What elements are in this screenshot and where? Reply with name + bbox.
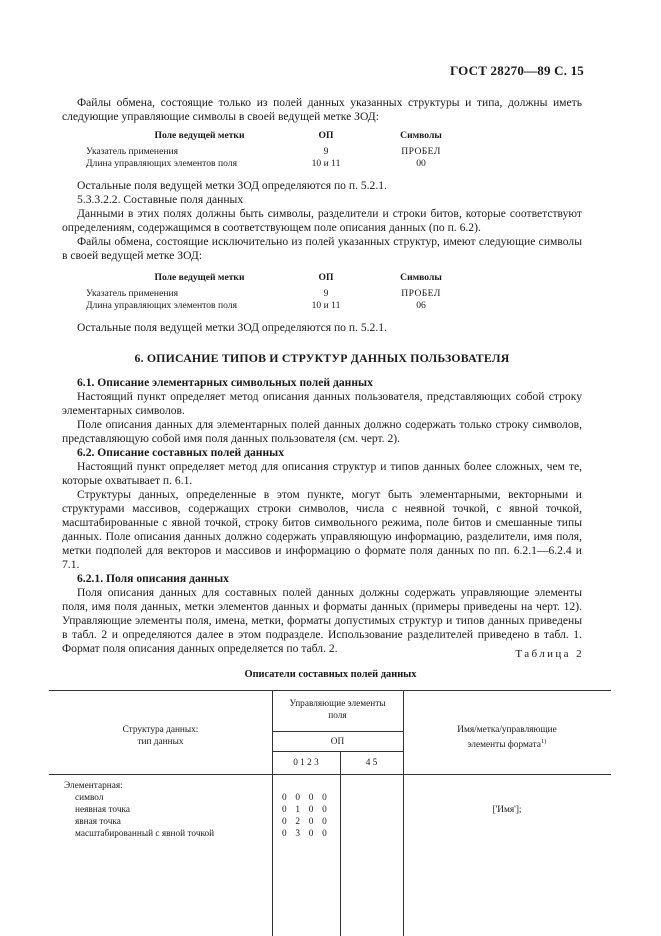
group-label: Элементарная: — [64, 781, 123, 791]
table-cell: Длина управляющих элементов поля — [86, 300, 237, 311]
data-type: неявная точка — [75, 805, 130, 815]
descriptors-table — [49, 690, 611, 936]
leader-table-row — [86, 288, 506, 300]
header-line: Имя/метка/управляющие — [457, 725, 557, 735]
page-header: ГОСТ 28270—89 С. 15 — [450, 63, 584, 78]
paragraph: Поле описания данных для элементарных полей данных должно содержать только строку символов, представляющую собой имя поля данных пользователя (см. черт. 2). — [62, 418, 582, 445]
section-title: 6. ОПИСАНИЕ ТИПОВ И СТРУКТУР ДАННЫХ ПОЛЬЗОВАТЕЛЯ — [134, 351, 510, 365]
subsection-title: 6.2.1. Поля описания данных — [77, 572, 229, 585]
subsection-title: 6.1. Описание элементарных символьных полей данных — [77, 376, 373, 389]
paragraph: Файлы обмена, состоящие только из полей данных указанных структуры и типа, должны иметь следующие управляющие символы в своей ведущей метке ЗОД: — [62, 96, 582, 123]
table-cell: 9 — [323, 146, 329, 157]
column-header: Поле ведущей метки — [154, 130, 245, 141]
column-header — [272, 698, 403, 722]
table-cell: 00 — [416, 158, 426, 169]
table-rule — [340, 751, 341, 936]
header-line: поля — [328, 711, 347, 721]
field-control-code: 0 1 0 0 — [282, 805, 330, 815]
header-line: Управляющие элементы — [289, 699, 386, 709]
header-line: Структура данных: — [122, 725, 199, 735]
column-header: ОП — [318, 130, 334, 141]
table-cell: 9 — [323, 288, 329, 299]
footnote-mark: 1) — [540, 738, 547, 745]
table-cell: Длина управляющих элементов поля — [86, 158, 237, 169]
leader-table-2 — [86, 272, 506, 312]
column-header — [49, 724, 272, 748]
data-type: масштабированный с явной точкой — [75, 829, 215, 839]
column-header: Символы — [400, 130, 442, 141]
paragraph: Структуры данных, определенные в этом пункте, могут быть элементарными, векторными и структурами массивов, содержащих строки символов, числа с неявной точкой, с явной точкой, масштабированные с явной точкой, строку битов символьного режима, поле битов и смешанные типы данных. Поле описания данных должно содержать управляющую информацию, разделители, имя поля, метки подполей для векторов и массивов и информацию о формате поля данных по пп. 6.2.1—6.2.4 и 7.1. — [62, 488, 582, 571]
table-rule — [49, 690, 611, 691]
paragraph: Настоящий пункт определяет метод для описания структур и типов данных более сложных, чем те, которые охватывает п. 6.1. — [62, 460, 582, 487]
data-type: явная точка — [75, 817, 121, 827]
column-header: Символы — [400, 272, 442, 283]
body-text — [62, 96, 582, 656]
table-rule — [272, 751, 403, 752]
field-control-code: 0 2 0 0 — [282, 817, 330, 827]
paragraph: 5.3.3.2.2. Составные поля данных — [77, 193, 244, 206]
field-control-code: 0 3 0 0 — [282, 829, 330, 839]
column-subheader: ОП — [330, 737, 345, 747]
field-control-code: 0 0 0 0 — [282, 793, 330, 803]
leader-table-header — [86, 272, 506, 284]
leader-table-row — [86, 158, 506, 170]
leader-table-1 — [86, 130, 506, 170]
header-text: элементы формата — [467, 740, 541, 751]
paragraph: Файлы обмена, состоящие исключительно из полей указанных структур, имеют следующие символы в своей ведущей метке ЗОД: — [62, 235, 582, 262]
paragraph: Остальные поля ведущей метки ЗОД определяются по п. 5.2.1. — [77, 321, 387, 334]
column-header — [403, 724, 611, 751]
column-subheader: 0 1 2 3 — [293, 758, 319, 768]
leader-table-row — [86, 300, 506, 312]
leader-table-row — [86, 146, 506, 158]
subsection-title: 6.2. Описание составных полей данных — [77, 446, 284, 459]
table-number: Таблица 2 — [515, 648, 584, 660]
table-cell: 10 и 11 — [311, 158, 341, 169]
paragraph: Данными в этих полях должны быть символы, разделители и строки битов, которые соответствуют определениям, содержащимся в соответствующем поле описания данных (по п. 6.2). — [62, 207, 582, 234]
name-label-format: ['Имя']; — [492, 805, 522, 815]
column-header: ОП — [318, 272, 334, 283]
table-cell: 06 — [416, 300, 426, 311]
table-cell: Указатель применения — [86, 288, 179, 299]
header-line: тип данных — [137, 737, 184, 747]
leader-table-header — [86, 130, 506, 142]
paragraph: Остальные поля ведущей метки ЗОД определяются по п. 5.2.1. — [77, 179, 387, 192]
header-line — [403, 736, 611, 751]
table-rule — [49, 774, 611, 775]
table-cell: 10 и 11 — [311, 300, 341, 311]
table-cell: ПРОБЕЛ — [401, 288, 441, 299]
paragraph: Поля описания данных для составных полей данных должны содержать управляющие элементы поля, имя поля данных, метки элементов данных и форматы данных (примеры приведены на черт. 12). Управляющие элементы поля, имена, метки, форматы допустимых структур и типов данных приведены в табл. 2 и определяются далее в этом подразделе. Использование разделителей приведено в табл. 1. Формат поля описания данных определяется по табл. 2. — [62, 586, 582, 655]
table-title: Описатели составных полей данных — [244, 669, 417, 680]
paragraph: Настоящий пункт определяет метод описания данных пользователя, представляющих собой строку элементарных символов. — [62, 390, 582, 417]
column-subheader: 4 5 — [365, 758, 378, 768]
data-type: символ — [75, 793, 104, 803]
table-cell: Указатель применения — [86, 146, 179, 157]
column-header: Поле ведущей метки — [154, 272, 245, 283]
table-rule — [272, 731, 403, 732]
table-cell: ПРОБЕЛ — [401, 146, 441, 157]
